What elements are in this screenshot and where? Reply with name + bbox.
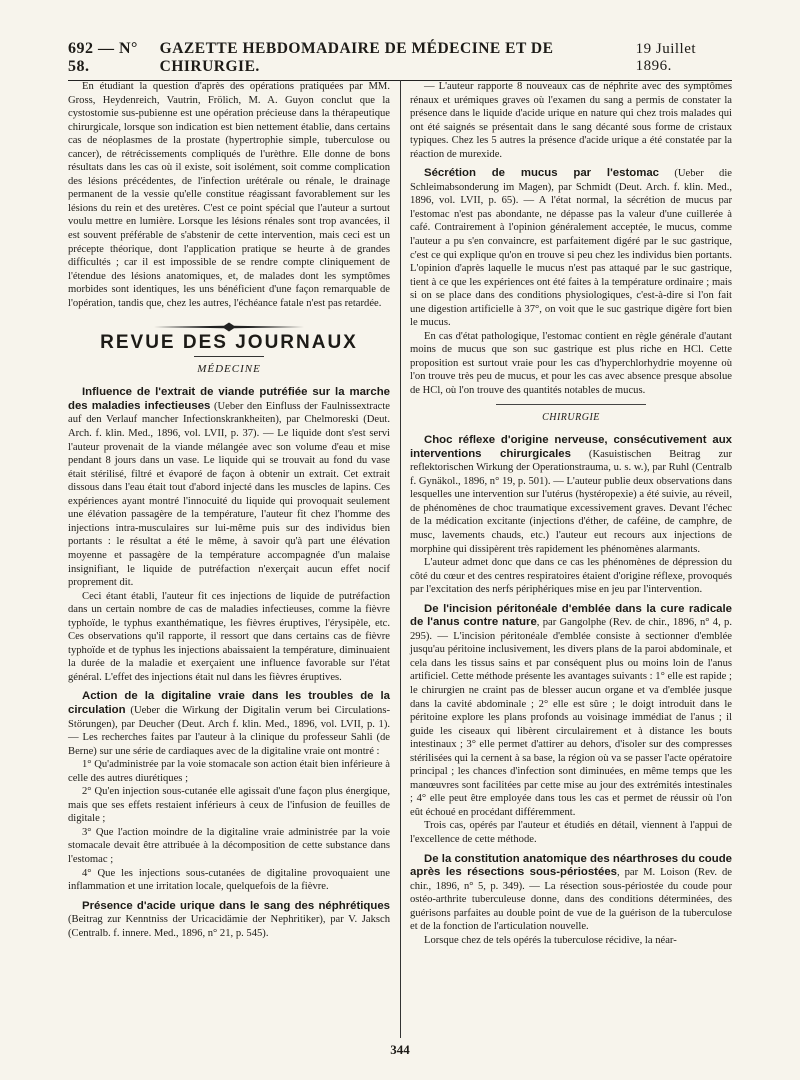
- article-title: Action de la digitaline vraie dans les troubles de la circulation: [68, 690, 390, 716]
- article-title: Choc réflexe d'origine nerveuse, consécutivement aux interventions chirurgicales: [410, 434, 732, 460]
- list-item: 3° Que l'action moindre de la digitaline vraie administrée par la voie stomacale devait être attribuée à la décomposition de cette substance dans l'estomac ;: [68, 826, 390, 865]
- article-body: (Ueber den Einfluss der Faulnissextracte auf den Verlauf mancher Infectionskrankheiten), par Chelmoreski (Deut. Arch. f. klin. Med., 1896, vol. LVII, p. 37). — Le liquide dont s'est servi l'auteur provenait de la viande mélangée avec son volume d'eau et mise pendant 8 jours dans un vase. Le liquide qui se trouvait au fond du vase était stérilisé, filtré et évaporé de façon à obtenir un extrait. Cet extrait dissous dans l'eau était tout d'abord injecté dans les muscles de lapins. Ces expériences ayant montré l'innocuité du liquide qui provoquait seulement une élévation passagère de la température, l'auteur fit chez l'homme des injections intra-musculaires sur lui-même puis sur des individus bien portants : le résultat a été le même, à savoir qu'à part une élévation moyenne et passagère de la température accompagnée d'un malaise insignifiant, le liquide de putréfaction n'exerçait aucun effet nocif proprement dit.: [68, 400, 390, 589]
- article-influence: [68, 386, 390, 589]
- right-column: [410, 80, 732, 947]
- columns: [68, 80, 732, 1038]
- article-title: Influence de l'extrait de viande putréfiée sur la marche des maladies infectieuses: [68, 386, 390, 412]
- section-medecine: MÉDECINE: [197, 362, 261, 375]
- list-item: 1° Qu'administrée par la voie stomacale son action était bien inférieure à celle des autres diurétiques ;: [68, 759, 390, 784]
- article-body: (Ueber die Wirkung der Digitalin verum bei Circulations-Störungen), par Deucher (Deut. Arch f. klin. Med., 1896, vol. LVII, p. 1). — Les recherches faites par l'auteur à la clinique du professeur Sahli (de Berne) sur une série de cardiaques avec de la digitaline vraie ont montré :: [68, 704, 390, 757]
- article-acide-urique: [68, 900, 390, 941]
- article-body: , par M. Loison (Rev. de chir., 1896, n° 5, p. 349). — La résection sous-périostée du coude pour ostéo-arthrite tuberculeuse donne, dans des conditions déterminées, des guérisons parfaites au double point de vue de la guérison de la tuberculose et de la fonction de l'articulation nouvelle.: [410, 867, 732, 933]
- article-title: Sécrétion de mucus par l'estomac: [424, 167, 660, 180]
- article-paragraph: L'auteur admet donc que dans ce cas les phénomènes de dépression du côté du cœur et des centres respiratoires étaient d'origine réflexe, provoqués par l'excitation des nerfs périphériques mise en jeu par l'intervention.: [410, 557, 732, 596]
- list-item: 2° Qu'en injection sous-cutanée elle agissait d'une façon plus énergique, mais que ses effets restaient inférieurs à ceux de l'infusion de feuilles de digitale ;: [68, 786, 390, 825]
- article-title: De la constitution anatomique des néarthroses du coude après les résections sous-périostées: [410, 852, 732, 879]
- article-incision: [410, 603, 732, 820]
- article-paragraph: En cas d'état pathologique, l'estomac contient en règle générale d'autant moins de mucus que son suc gastrique est plus riche en HCl. Cette proposition est surtout vraie pour les cas d'hyperchlorhydrie moyenne où l'on trouve très peu de mucus, et pour les cas avec absence presque absolue de HCl, où l'on trouve des quantités notables de mucus.: [410, 330, 732, 397]
- ornament-divider-icon: [154, 322, 304, 332]
- short-rule: [194, 356, 264, 357]
- article-nearthroses: [410, 853, 732, 934]
- article-paragraph: Lorsque chez de tels opérés la tuberculose récidive, la néar-: [424, 934, 677, 946]
- article-title: De l'incision péritonéale d'emblée dans la cure radicale de l'anus contre nature: [410, 602, 732, 629]
- folio-number: 344: [390, 1042, 410, 1057]
- article-body: (Beitrag zur Kenntniss der Uricacidämie der Nephritiker), par V. Jaksch (Centralb. f. innere. Med., 1896, n° 21, p. 545).: [68, 914, 390, 939]
- article-choc: [410, 434, 732, 556]
- revue-heading: REVUE DES JOURNAUX: [100, 332, 358, 354]
- journal-title: GAZETTE HEBDOMADAIRE DE MÉDECINE ET DE CHIRURGIE.: [159, 40, 554, 75]
- article-body: (Ueber die Schleimabsonderung im Magen), par Schmidt (Deut. Arch. f. klin. Med., 1896, vol. LVII, p. 65). — A l'état normal, la sécrétion de mucus par l'estomac n'est pas abondante, ne dépasse pas la valeur d'une cuillerée à café. Contrairement à l'opinion généralement acceptée, le mucus, comme l'auteur a pu s'en convaincre, est parfaitement digéré par le suc gastrique, c'est ce qui explique qu'on en trouve si peu chez les individus bien portants. L'opinion d'après laquelle le mucus n'est pas attaqué par le suc gastrique, tient à ce que les expériences ont été faites à la température ordinaire ; mais si on se place dans des conditions physiologiques, c'est-à-dire si l'on fait une digestion artificielle à 37°, on voit que le suc gastrique digère fort bien le mucus.: [410, 168, 732, 329]
- article-title: Présence d'acide urique dans le sang des néphrétiques: [82, 899, 390, 912]
- article-paragraph: Trois cas, opérés par l'auteur et étudiés en détail, viennent à l'appui de l'excellence de cette méthode.: [410, 820, 732, 845]
- article-digitaline: [68, 690, 390, 758]
- page-header: [68, 40, 732, 81]
- list-item: 4° Que les injections sous-cutanées de digitaline provoquaient une inflammation et une irritation locale, quelquefois de la fièvre.: [68, 867, 390, 893]
- intro-paragraph: En étudiant la question d'après des opérations pratiquées par MM. Gross, Heydenreich, Vautrin, Frölich, M. A. Guyon conclut que la cystostomie sus-pubienne est une opération précieuse dans la thérapeutique chirurgicale, lorsque son indication est bien nettement établie, dans certains cas de néoplasmes de la prostate (hypertrophie simple, tuberculose ou cancer), de rétrécissements compliqués de l'urèthre. Elle donne de bons résultats dans les cas où il existe, soit isolément, soit comme complication des lésions précédentes, de l'infection urétérale ou rénale, le drainage permanent de la vessie qu'elle constitue réagissant favorablement sur les lésions du rein et des uretères. C'est ce point spécial que l'auteur a surtout voulu mettre en lumière. Lorsque les lésions rénales sont trop avancées, il est souvent préférable de s'abstenir de cette intervention, mais ceci est un précepte théorique, dont l'application pratique se heurte à de grandes difficultés ; car il est impossible de se rendre compte cliniquement de l'étendue des lésions anatomiques, et, de malades dont les symptômes morbides sont identiques, les uns bénéficient d'une façon remarquable de l'opération, tandis que, chez les autres, l'échéance fatale n'est pas retardée.: [68, 81, 390, 309]
- column-divider: [400, 80, 401, 1038]
- section-chirurgie: CHIRURGIE: [542, 411, 600, 423]
- article-paragraph: Ceci étant établi, l'auteur fit ces injections de liquide de putréfaction dans un certain nombre de cas de maladies infectieuses, comme la fièvre typhoïde, le typhus exanthématique, les fièvres éruptives, l'érysipèle, etc. Ces observations qu'il rapporte, il ressort que dans certains cas de fièvre typhoïde et de typhus les injections abaissaient la température, diminuaient la durée de la maladie et exerçaient une influence favorable sur l'état général. L'effet des injections était nul dans les fièvres éruptives.: [68, 590, 390, 683]
- article-body: , par Gangolphe (Rev. de chir., 1896, n° 4, p. 295). — L'incision péritonéale d'emblée consiste à sectionner d'emblée jusqu'au péritoine inclusivement, les divers plans de la paroi abdominale, et cela dans les tissus sains et par conséquent plus ou moins loin de l'anus artificiel. Cette méthode présente les avantages suivants : 1° elle est rapide ; le chirurgien ne craint pas de blesser aucun organe et va d'emblée jusque dans la cavité abdominale ; 2° elle est sûre ; le doigt introduit dans le péritoine explore les plans profonds au voisinage immédiat de l'anus ; il guide les ciseaux qui libèrent circulairement et à distance les bouts intestinaux ; 3° elle permet d'attirer au dehors, d'isoler sur des compresses stérilisées qui la cernent à sa base, la région où va se passer l'acte opératoire principal ; les chances d'infection sont diminuées, en même temps que les manœuvres sont facilitées par cette mise au jour des extrémités intestinales ; 4° elle peut être employée dans tous les cas et permet de réussir où l'on eût échoué en procédant différemment.: [410, 617, 732, 818]
- issue-date: 19 Juillet 1896.: [635, 41, 697, 74]
- article-continuation: — L'auteur rapporte 8 nouveaux cas de néphrite avec des symptômes rénaux et urémiques graves où l'examen du sang a permis de constater la présence dans le liquide d'acide urique en nature qui chez trois malades qui ont été saignés se présentait dans le sang décanté sous forme de cristaux typiques. Chez les 5 autres la présence d'acide urique a été constatée par la réaction de murexide.: [410, 81, 732, 160]
- article-body: (Kasuistischen Beitrag zur reflektorischen Wirkung der Operationstrauma, u. s. w.), par Ruhl (Centralb f. Gynäkol., 1896, n° 19, p. 501). — L'auteur publie deux observations dans lesquelles une intervention sur l'utérus (hystéropexie) a été suivie, au réveil, de phénomènes de choc traumatique excessivement graves. Devant l'échec de la médication excitante (injections d'éther, de caféine, de camphre, de musc, lavements chauds, etc.) l'auteur eut recours aux injections de morphine qui dissipèrent très rapidement les phénomènes alarmants.: [410, 448, 732, 555]
- article-mucus: [410, 167, 732, 330]
- newspaper-page: [68, 40, 732, 1070]
- page-number: 692 — N° 58.: [68, 40, 138, 75]
- section-rule: [496, 404, 646, 405]
- left-column: [68, 80, 390, 940]
